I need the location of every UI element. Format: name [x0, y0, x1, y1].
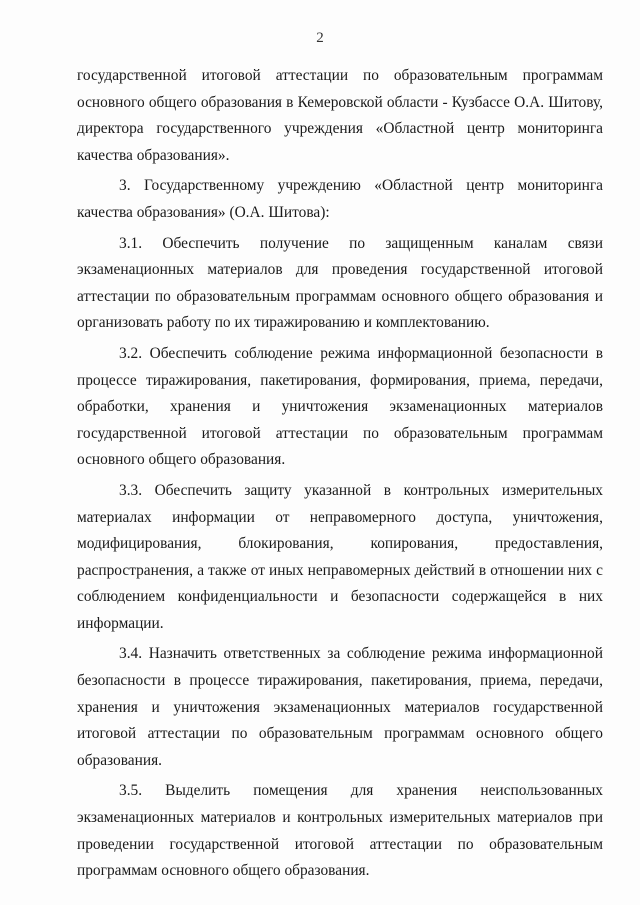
page-number: 2 [316, 30, 324, 46]
paragraph-continuation: государственной итоговой аттестации по образовательным программам основного общего образования в Кемеровской области - Кузбассе О.А. Шитову, директора государственного учреждения «Областной центр мониторинга качества образования». [77, 67, 603, 164]
paragraph-item-3-2: 3.2. Обеспечить соблюдение режима информационной безопасности в процессе тиражирования, пакетирования, формирования, приема, передачи, обработки, хранения и уничтожения экзаменационных материалов государственной итоговой аттестации по образовательным программам основного общего образования. [77, 344, 603, 469]
paragraph-item-3-3: 3.3. Обеспечить защиту указанной в контрольных измерительных материалах информации от неправомерного доступа, уничтожения, модифицирования, блокирования, копирования, предоставления, распространения, а также от иных неправомерных действий в отношении них с соблюдением конфиденциальности и безопасности содержащейся в них информации. [77, 481, 603, 632]
paragraph-item-3-4: 3.4. Назначить ответственных за соблюдение режима информационной безопасности в процессе тиражирования, пакетирования, приема, передачи, хранения и уничтожения экзаменационных материалов государственной итоговой аттестации по образовательным программам основного общего образования. [77, 645, 603, 769]
paragraph-item-3-1: 3.1. Обеспечить получение по защищенным каналам связи экзаменационных материалов для проведения государственной итоговой аттестации по образовательным программам основного общего образования и организовать работу по их тиражированию и комплектованию. [77, 234, 603, 332]
paragraph-item-3: 3. Государственному учреждению «Областной центр мониторинга качества образования» (О.А. Шитова): [77, 177, 603, 221]
document-body [77, 63, 603, 885]
paragraph-item-3-5: 3.5. Выделить помещения для хранения неиспользованных экзаменационных материалов и контрольных измерительных материалов при проведении государственной итоговой аттестации по образовательным программам основного общего образования. [77, 782, 603, 880]
